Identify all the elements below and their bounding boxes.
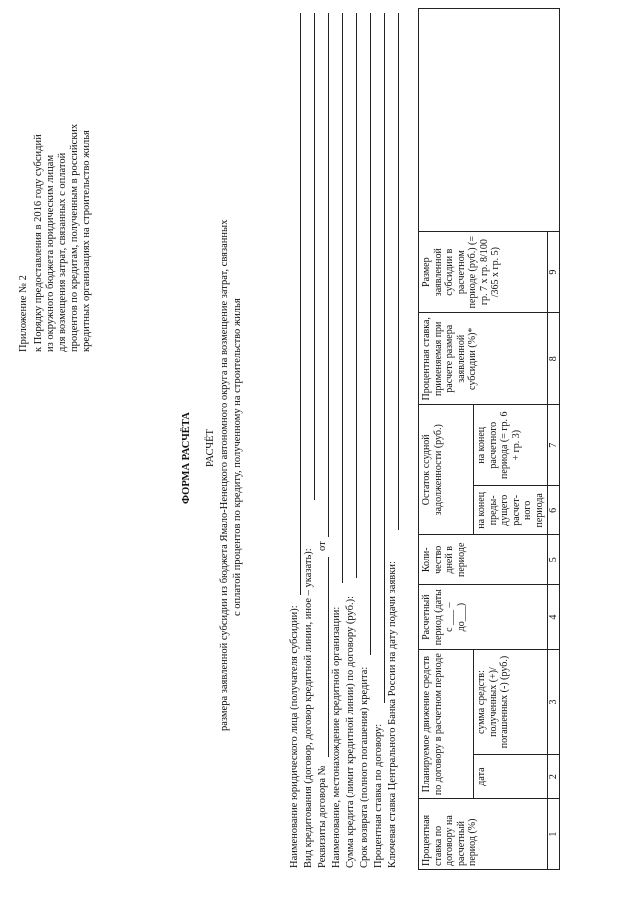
fill-line	[328, 13, 329, 537]
col7-header: на конец расчетного периода (= гр. 6 + гр. 3)	[474, 405, 548, 486]
appendix-line: процентов по кредитам, полученным в российских	[69, 123, 80, 352]
col2-header: дата	[474, 754, 548, 798]
col4-header	[419, 585, 548, 650]
field-credit-amount: Сумма кредита (лимит кредитной линии) по договору (руб.):	[345, 595, 356, 868]
calculation-table	[418, 8, 560, 870]
column-number: 7	[548, 405, 560, 486]
field-contract-from: от	[317, 541, 328, 551]
appendix-line: к Порядку предоставления в 2016 году субсидий	[33, 134, 44, 352]
field-repayment-term: Срок возврата (полного погашения) кредита:	[359, 666, 370, 868]
col5-header: Коли-чество дней в периоде	[419, 535, 548, 585]
col4-from: с ___ –	[444, 602, 455, 632]
fill-line	[370, 13, 371, 655]
calc-subtitle-line: размера заявленной субсидии из бюджета Ямало-Ненецкого автономного округа на возмещение затрат, связанных	[219, 219, 230, 731]
calc-subtitle-line: с оплатой процентов по кредиту, полученному на строительство жилья	[232, 298, 243, 616]
appendix-line: из окружного бюджета юридическим лицам	[45, 154, 56, 352]
column-number: 9	[548, 231, 560, 312]
column-number: 2	[548, 754, 560, 798]
col9-header: Размер заявленной субсидии в расчетном периоде (руб.) (= гр. 7 х гр. 8/100 /365 х гр. 5)	[419, 231, 548, 312]
field-interest-rate: Процентная ставка по договору:	[373, 723, 384, 868]
col8-header: Процентная ставка, применяемая при расчете размера заявленной субсидии (%)*	[419, 313, 548, 405]
field-key-rate: Ключевая ставка Центрального Банка России на дату подачи заявки:	[387, 561, 398, 868]
appendix-number: Приложение № 2	[18, 275, 29, 352]
fill-line	[384, 13, 385, 703]
column-number: 1	[548, 799, 560, 870]
col4-title: Расчетный период (даты	[421, 589, 444, 646]
form-title: ФОРМА РАСЧЁТА	[181, 412, 192, 504]
field-contract-details: Реквизиты договора №	[317, 765, 328, 868]
field-company-name: Наименование юридического лица (получателя субсидии):	[289, 605, 300, 868]
field-bank-name: Наименование, местонахождение кредитной организации:	[331, 606, 342, 868]
column-number: 8	[548, 313, 560, 405]
column-number: 6	[548, 486, 560, 535]
column-number: 3	[548, 650, 560, 755]
col1-header: Процентная ставка по договору на расчетный период (%)	[419, 799, 548, 870]
fill-line	[300, 13, 301, 595]
fill-line	[342, 13, 343, 583]
column-number: 4	[548, 585, 560, 650]
calc-title: РАСЧЁТ	[205, 429, 216, 467]
fill-line	[328, 557, 329, 757]
fill-line	[398, 13, 399, 530]
appendix-line: для возмещения затрат, связанных с оплатой	[57, 152, 68, 352]
field-credit-type: Вид кредитования (договор, договор кредитной линии, иное – указать):	[303, 548, 314, 868]
column-number: 5	[548, 535, 560, 585]
fill-line	[314, 13, 315, 500]
blank-column	[419, 9, 560, 232]
appendix-line: кредитных организациях на строительство жилья	[81, 130, 92, 352]
col67-group-header: Остаток ссудной задолженности (руб.)	[419, 405, 474, 535]
col23-group-header: Планируемое движение средств по договору в расчетном периоде	[419, 650, 474, 799]
col6-header: на конец преды-дущего расчет-ного периода	[474, 486, 548, 535]
fill-line	[356, 13, 357, 578]
col4-to: до___)	[455, 602, 467, 632]
col3-header: сумма средств: полученных (+)/ погашенных (-) (руб.)	[474, 650, 548, 755]
